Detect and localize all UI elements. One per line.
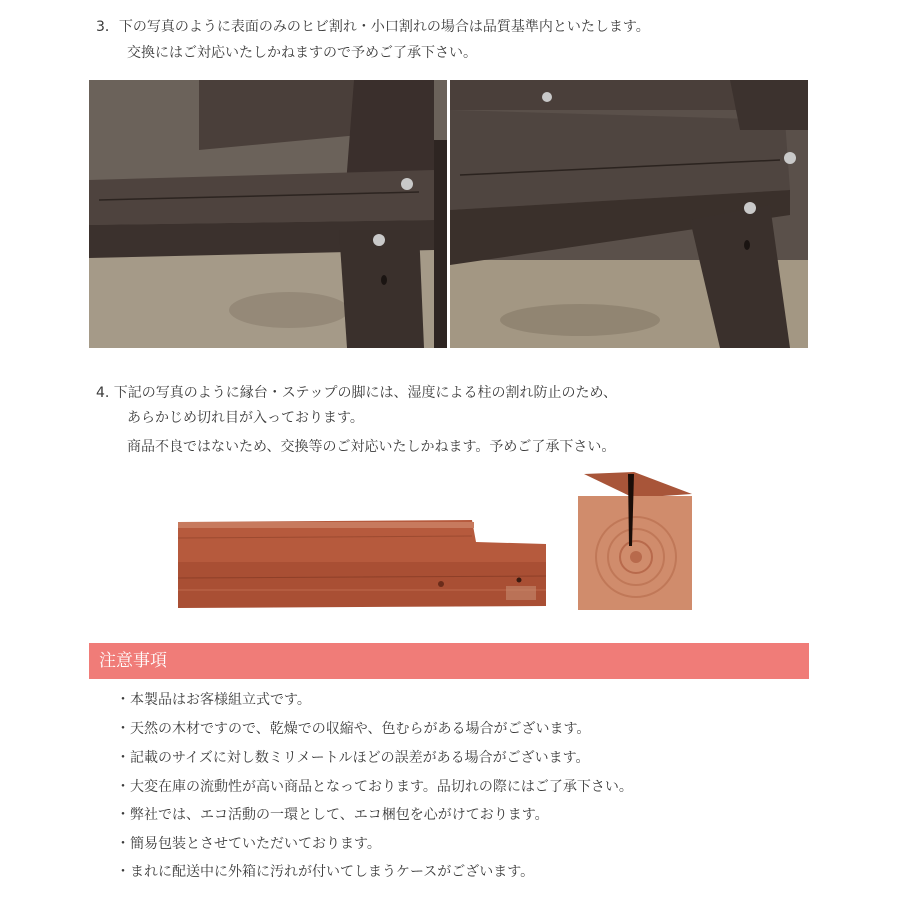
notes-heading: 注意事項 (99, 651, 167, 671)
note-item: ・記載のサイズに対し数ミリメートルほどの誤差がある場合がございます。 (116, 750, 590, 766)
note-item: ・大変在庫の流動性が高い商品となっております。品切れの際にはご了承下さい。 (116, 779, 633, 795)
note-item: ・簡易包装とさせていただいております。 (116, 836, 381, 852)
section4-line3: 商品不良ではないため、交換等のご対応いたしかねます。予めご了承下さい。 (127, 439, 616, 455)
dark-wood-crack-photo-left (89, 80, 447, 348)
note-item: ・天然の木材ですので、乾燥での収縮や、色むらがある場合がございます。 (116, 721, 591, 737)
section4-line2: あらかじめ切れ目が入っております。 (127, 410, 364, 426)
section4-line1: 4. 下記の写真のように縁台・ステップの脚には、湿度による柱の割れ防止のため、 (96, 385, 617, 401)
slit-boards-photo (176, 518, 548, 610)
notes-heading-banner (89, 643, 809, 679)
section3-line2: 交換にはご対応いたしかねますので予めご了承下さい。 (127, 45, 477, 61)
section3-line1: 3．下の写真のように表面のみのヒビ割れ・小口割れの場合は品質基準内といたします。 (96, 19, 650, 35)
note-item: ・本製品はお客様組立式です。 (116, 692, 311, 708)
post-end-slit-photo (574, 472, 696, 612)
note-item: ・弊社では、エコ活動の一環として、エコ梱包を心がけております。 (116, 807, 549, 823)
dark-wood-crack-photo-right (450, 80, 808, 348)
note-item: ・まれに配送中に外箱に汚れが付いてしまうケースがございます。 (116, 864, 535, 880)
